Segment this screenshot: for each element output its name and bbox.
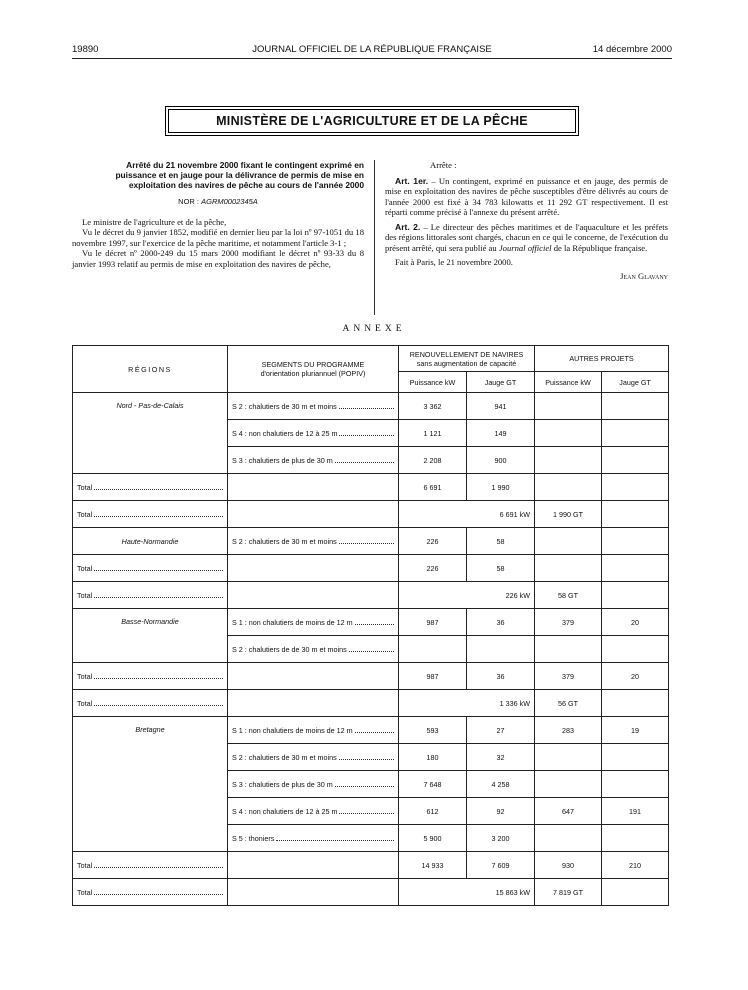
- segment-cell: [228, 636, 399, 663]
- other-tonnage: [602, 474, 669, 501]
- other-power: [535, 474, 602, 501]
- other-power: [535, 528, 602, 555]
- other-tonnage: [602, 528, 669, 555]
- segment-label: S 2 : chalutiers de de 30 m et moins: [232, 644, 347, 654]
- segment-cell: [228, 609, 399, 636]
- journal-title: JOURNAL OFFICIEL DE LA RÉPUBLIQUE FRANÇAISE: [252, 44, 492, 55]
- renewal-tonnage: 900: [467, 447, 535, 474]
- header-renewal-line2: sans augmentation de capacité: [416, 358, 517, 368]
- segment-label: S 2 : chalutiers de 30 m et moins: [232, 536, 337, 546]
- total-other-power: 379: [535, 663, 602, 690]
- segment-cell: [228, 744, 399, 771]
- renewal-power: [399, 636, 467, 663]
- article-2: [385, 222, 668, 254]
- other-tonnage: [602, 879, 669, 906]
- annexe-title: ANNEXE: [342, 324, 406, 334]
- table-row: [73, 717, 669, 744]
- other-tonnage: [602, 771, 669, 798]
- other-tonnage: [602, 393, 669, 420]
- page-header: [72, 44, 672, 58]
- segment-cell: [228, 825, 399, 852]
- total-label-cell: [73, 555, 228, 582]
- region-name: Basse-Normandie: [73, 609, 228, 663]
- header-other-projects: AUTRES PROJETS: [535, 346, 669, 372]
- renewal-power: 3 362: [399, 393, 467, 420]
- other-tonnage: [602, 825, 669, 852]
- renewal-tonnage: 58: [467, 528, 535, 555]
- grand-total-tonnage: 58 GT: [535, 582, 602, 609]
- nor-reference: [72, 197, 364, 208]
- page-number: 19890: [72, 44, 99, 55]
- header-renewal-line1: RENOUVELLEMENT DE NAVIRES: [409, 349, 524, 359]
- other-tonnage: 20: [602, 609, 669, 636]
- region-name: Haute-Normandie: [73, 528, 228, 555]
- total-power: 14 933: [399, 852, 467, 879]
- other-tonnage: [602, 501, 669, 528]
- other-power: [535, 744, 602, 771]
- segment-cell: [228, 879, 399, 906]
- other-power: 283: [535, 717, 602, 744]
- other-power: [535, 447, 602, 474]
- preamble-minister: Le ministre de l'agriculture et de la pêche,: [82, 216, 227, 227]
- other-tonnage: 19: [602, 717, 669, 744]
- segment-label: S 5 : thoniers: [232, 833, 275, 843]
- annexe-table: [72, 345, 669, 906]
- segment-cell: [228, 474, 399, 501]
- preamble-decree-1852: Vu le décret du 9 janvier 1852, modifié en dernier lieu par la loi nº 97-1051 du 18 novembre 1997, sur l'exercice de la pêche maritime, et notamment l'article 3-1 ;: [72, 227, 364, 248]
- preamble-decree-2000: Vu le décret nº 2000-249 du 15 mars 2000 modifiant le décret nº 93-33 du 8 janvier 1993 relatif au permis de mise en exploitation des navires de pêche,: [72, 248, 364, 269]
- total-other-tonnage: 20: [602, 663, 669, 690]
- segment-cell: [228, 852, 399, 879]
- total-label-cell: [73, 852, 228, 879]
- segment-label: S 4 : non chalutiers de 12 à 25 m: [232, 428, 338, 438]
- total-row: [73, 474, 669, 501]
- other-tonnage: [602, 744, 669, 771]
- done-at-paris: Fait à Paris, le 21 novembre 2000.: [395, 257, 513, 267]
- renewal-tonnage: 27: [467, 717, 535, 744]
- ministry-box: [165, 106, 579, 136]
- grand-total-tonnage: 56 GT: [535, 690, 602, 717]
- grand-total-power: 15 863 kW: [399, 879, 535, 906]
- total-tonnage: 7 609: [467, 852, 535, 879]
- other-power: 647: [535, 798, 602, 825]
- other-tonnage: [602, 447, 669, 474]
- renewal-power: 612: [399, 798, 467, 825]
- segment-label: S 2 : chalutiers de 30 m et moins: [232, 752, 337, 762]
- header-other-tonnage: Jauge GT: [602, 372, 669, 393]
- renewal-power: 593: [399, 717, 467, 744]
- header-regions: RÉGIONS: [73, 346, 228, 393]
- decree-title: Arrêté du 21 novembre 2000 fixant le contingent exprimé en puissance et en jauge pour la délivrance de permis de mise en exploitation des navires de pêche au cours de l'année 2000: [115, 160, 364, 190]
- header-rule: [72, 58, 672, 59]
- segment-label: S 3 : chalutiers de plus de 30 m: [232, 779, 333, 789]
- total-power: 226: [399, 555, 467, 582]
- article-2-label: Art. 2.: [395, 221, 421, 232]
- signature: Jean Glavany: [620, 270, 668, 281]
- segment-cell: [228, 690, 399, 717]
- total-power: 987: [399, 663, 467, 690]
- grand-total-row: [73, 690, 669, 717]
- renewal-tonnage: 3 200: [467, 825, 535, 852]
- total-label-cell: [73, 474, 228, 501]
- renewal-tonnage: 32: [467, 744, 535, 771]
- other-power: [535, 825, 602, 852]
- grand-total-row: [73, 501, 669, 528]
- segment-cell: [228, 798, 399, 825]
- segment-cell: [228, 717, 399, 744]
- grand-total-power: 226 kW: [399, 582, 535, 609]
- header-segments: [228, 346, 399, 393]
- article-2-text-b: de la République française.: [551, 242, 648, 253]
- article-1-label: Art. 1er.: [395, 175, 429, 186]
- total-label: Total: [77, 698, 93, 708]
- segment-cell: [228, 663, 399, 690]
- total-other-power: 930: [535, 852, 602, 879]
- other-tonnage: 191: [602, 798, 669, 825]
- arrete-label: Arrête :: [430, 160, 457, 170]
- total-label: Total: [77, 860, 93, 870]
- other-power: [535, 636, 602, 663]
- nor-label: NOR :: [178, 197, 200, 206]
- total-other-tonnage: 210: [602, 852, 669, 879]
- total-tonnage: 1 990: [467, 474, 535, 501]
- total-label: Total: [77, 590, 93, 600]
- grand-total-tonnage: 7 819 GT: [535, 879, 602, 906]
- renewal-power: 1 121: [399, 420, 467, 447]
- header-renewal: [399, 346, 535, 372]
- total-label-cell: [73, 501, 228, 528]
- renewal-tonnage: 36: [467, 609, 535, 636]
- right-column: [385, 160, 668, 281]
- total-label: Total: [77, 482, 93, 492]
- segment-cell: [228, 393, 399, 420]
- table-row: [73, 393, 669, 420]
- grand-total-row: [73, 582, 669, 609]
- segment-cell: [228, 555, 399, 582]
- total-label: Total: [77, 887, 93, 897]
- other-power: [535, 771, 602, 798]
- segment-cell: [228, 582, 399, 609]
- total-row: [73, 663, 669, 690]
- renewal-power: 2 208: [399, 447, 467, 474]
- grand-total-row: [73, 879, 669, 906]
- segment-label: S 2 : chalutiers de 30 m et moins: [232, 401, 337, 411]
- segment-cell: [228, 447, 399, 474]
- header-renewal-tonnage: Jauge GT: [467, 372, 535, 393]
- renewal-power: 7 648: [399, 771, 467, 798]
- header-segments-line2: d'orientation pluriannuel (POPIV): [260, 369, 366, 378]
- renewal-power: 180: [399, 744, 467, 771]
- segment-cell: [228, 528, 399, 555]
- article-2-text-a: – Le directeur des pêches maritimes et de l'aquaculture et les préfets des régions littorales sont chargés, chacun en ce qui le concerne, de l'exécution du présent arrêté, qui sera publié au: [385, 221, 669, 253]
- renewal-power: 987: [399, 609, 467, 636]
- renewal-power: 5 900: [399, 825, 467, 852]
- other-power: [535, 420, 602, 447]
- total-label: Total: [77, 563, 93, 573]
- renewal-tonnage: 4 258: [467, 771, 535, 798]
- left-column: [72, 160, 364, 269]
- region-name: Nord - Pas-de-Calais: [73, 393, 228, 474]
- other-tonnage: [602, 555, 669, 582]
- issue-date: 14 décembre 2000: [592, 44, 672, 55]
- table-row: [73, 609, 669, 636]
- segment-label: S 1 : non chalutiers de moins de 12 m: [232, 617, 353, 627]
- total-row: [73, 852, 669, 879]
- renewal-power: 226: [399, 528, 467, 555]
- other-power: [535, 393, 602, 420]
- renewal-tonnage: [467, 636, 535, 663]
- ministry-title: MINISTÈRE DE L'AGRICULTURE ET DE LA PÊCHE: [168, 109, 576, 133]
- renewal-tonnage: 941: [467, 393, 535, 420]
- table-row: [73, 528, 669, 555]
- column-separator: [374, 160, 375, 315]
- total-power: 6 691: [399, 474, 467, 501]
- total-tonnage: 36: [467, 663, 535, 690]
- other-tonnage: [602, 636, 669, 663]
- other-tonnage: [602, 582, 669, 609]
- total-label: Total: [77, 671, 93, 681]
- segment-label: S 3 : chalutiers de plus de 30 m: [232, 455, 333, 465]
- total-row: [73, 555, 669, 582]
- segment-label: S 4 : non chalutiers de 12 à 25 m: [232, 806, 338, 816]
- total-label: Total: [77, 509, 93, 519]
- nor-code: AGRM0002345A: [201, 197, 258, 206]
- article-2-journal: Journal officiel: [498, 242, 552, 253]
- grand-total-power: 1 336 kW: [399, 690, 535, 717]
- article-1: [385, 176, 668, 218]
- total-label-cell: [73, 663, 228, 690]
- renewal-tonnage: 92: [467, 798, 535, 825]
- total-tonnage: 58: [467, 555, 535, 582]
- renewal-tonnage: 149: [467, 420, 535, 447]
- other-tonnage: [602, 420, 669, 447]
- total-label-cell: [73, 690, 228, 717]
- other-power: 379: [535, 609, 602, 636]
- segment-label: S 1 : non chalutiers de moins de 12 m: [232, 725, 353, 735]
- grand-total-tonnage: 1 990 GT: [535, 501, 602, 528]
- other-tonnage: [602, 690, 669, 717]
- header-segments-line1: SEGMENTS DU PROGRAMME: [261, 360, 365, 369]
- total-label-cell: [73, 582, 228, 609]
- header-renewal-power: Puissance kW: [399, 372, 467, 393]
- total-label-cell: [73, 879, 228, 906]
- segment-cell: [228, 501, 399, 528]
- region-name: Bretagne: [73, 717, 228, 852]
- segment-cell: [228, 420, 399, 447]
- header-other-power: Puissance kW: [535, 372, 602, 393]
- article-1-text: – Un contingent, exprimé en puissance et en jauge, des permis de mise en exploitation des navires de pêche susceptibles d'être délivrés au cours de l'année 2000 est fixé à 34 783 kilowatts et 11 292 GT respectivement. Il est réparti comme précisé à l'annexe du présent arrêté.: [385, 175, 668, 217]
- grand-total-power: 6 691 kW: [399, 501, 535, 528]
- other-power: [535, 555, 602, 582]
- segment-cell: [228, 771, 399, 798]
